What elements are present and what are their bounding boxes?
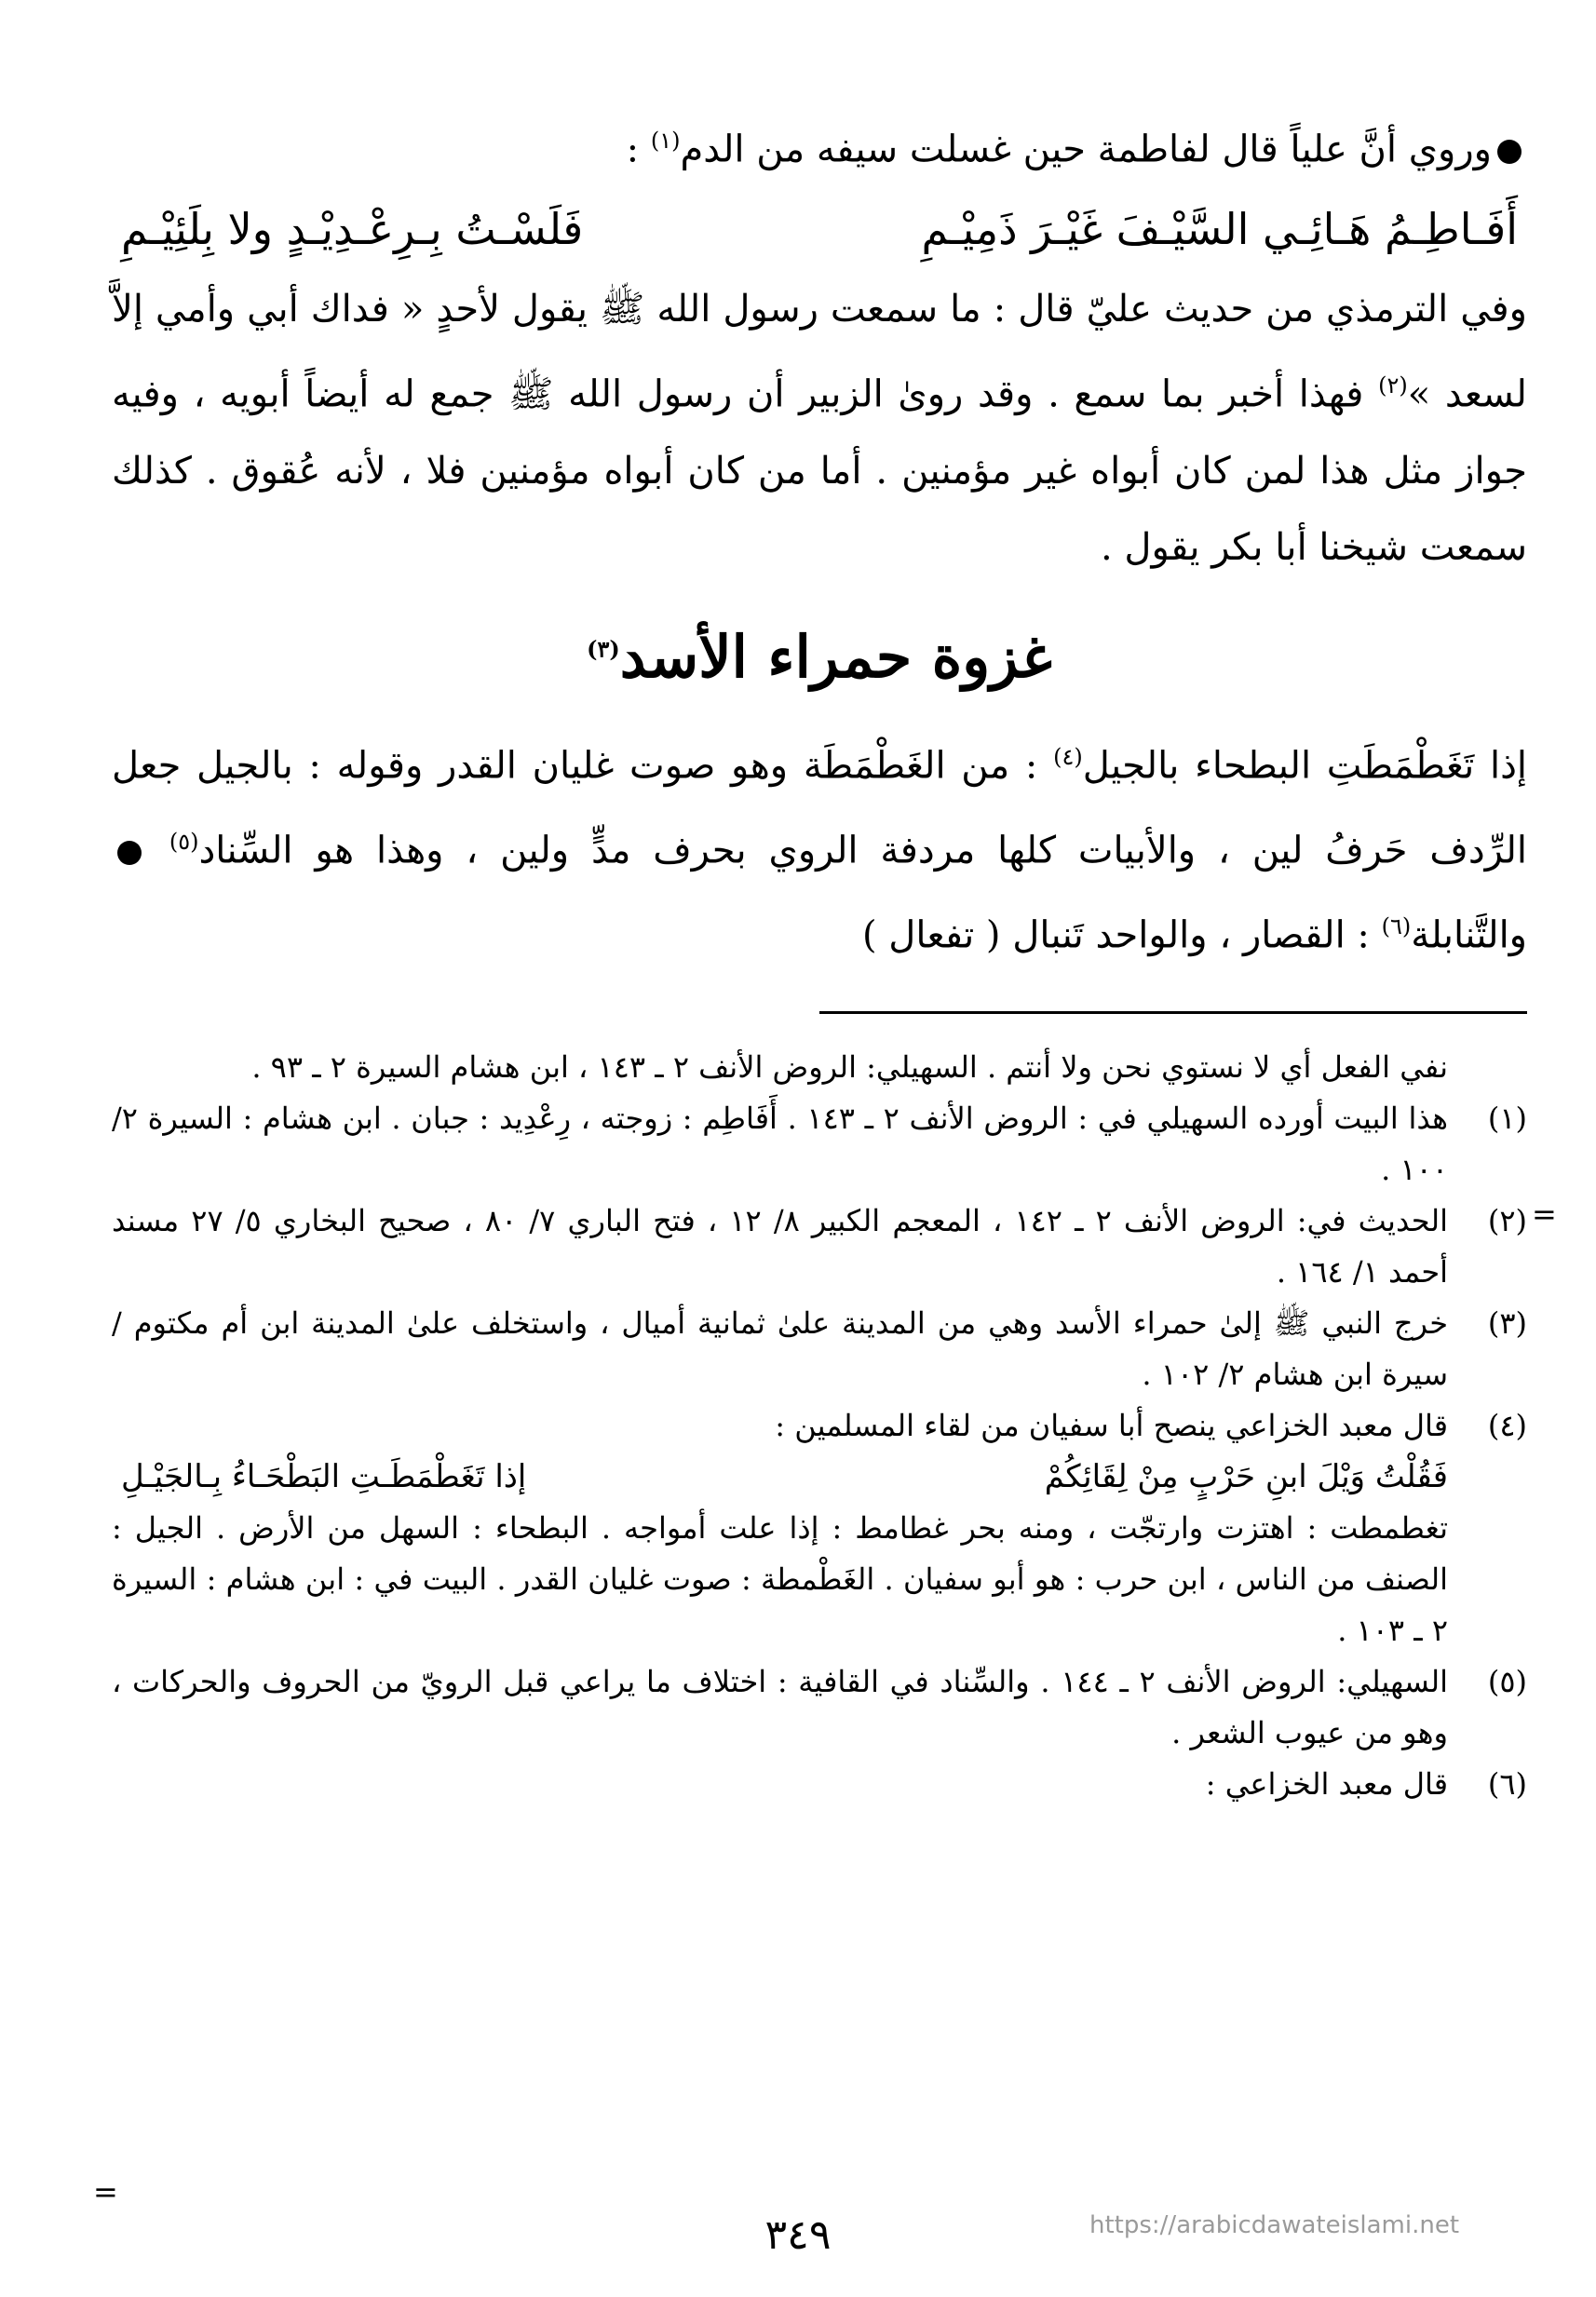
footnote-4 [112, 1400, 1527, 1656]
paragraph-text: فهذا أخبر بما سمع . وقد روىٰ الزبير أن رسول الله ﷺ جمع له أيضاً أبويه ، وفيه جواز مثل هذا لمن كان أبواه غير مؤمنين . أما من كان أبواه مؤمنين فلا ، لأنه عُقوق . كذلك سمعت شيخنا أبا بكر يقول . [112, 372, 1528, 569]
page-number: ٣٤٩ [764, 2211, 832, 2259]
section-heading [112, 623, 1527, 691]
continuation-marker-top: = [1532, 1196, 1557, 1232]
footnote-text: نفي الفعل أي لا نستوي نحن ولا أنتم . السهيلي: الروض الأنف ٢ ـ ١٤٣ ، ابن هشام السيرة ٢ ـ ٩٣ . [251, 1048, 1448, 1085]
footnote-3 [112, 1298, 1527, 1400]
footnote-number: (٣) [1487, 1304, 1527, 1341]
verse-hemistich-right: أَفَـاطِـمُ هَـائِـي السَّيْـفَ غَيْـرَ ذَمِيْـمِ [921, 204, 1518, 255]
paragraph-text: : من الغَطْمَطَة وهو صوت غليان القدر وقوله : بالجيل جعل الرِّدف حَرفُ لين ، والأبيات كلها مردفة الروي بحرف مدٍّ ولين ، وهذا هو السِّناد [112, 743, 1528, 872]
footnote-ref: (٣) [587, 635, 620, 662]
page-body [112, 102, 1527, 1810]
paragraph-text: إذا تَغَطْمَطَتِ البطحاء بالجيل [1082, 743, 1527, 787]
footnote-ref: (٦) [1381, 913, 1412, 940]
verse-hemistich-left: إذا تَغَطْمَطَـتِ البَطْحَـاءُ بِـالجَيْـلِ [121, 1457, 527, 1495]
footnote-number: (٢) [1487, 1202, 1527, 1238]
bullet-icon [1497, 140, 1522, 164]
footnote-2 [112, 1196, 1527, 1298]
verse-hemistich-left: فَلَسْـتُ بِـرِعْـدِيْـدٍ ولا بِلَئِيْـمِ [121, 204, 584, 255]
continuation-marker-bottom: = [93, 2174, 118, 2209]
footnote-divider [819, 1011, 1527, 1014]
verse-hemistich-right: فَقُلْتُ وَيْلَ ابنِ حَرْبٍ مِنْ لِقَائِكُمْ [1044, 1457, 1448, 1495]
footnote-6 [112, 1759, 1527, 1810]
footnote-number: (٤) [1487, 1407, 1527, 1443]
footnotes [112, 1042, 1527, 1810]
footnote-text: الحديث في: الروض الأنف ٢ ـ ١٤٢ ، المعجم الكبير ٨/ ١٢ ، فتح الباري ٧/ ٨٠ ، صحيح البخاري ٥/ ٢٧ مسند أحمد ١/ ١٦٤ . [112, 1202, 1449, 1290]
verse-line [112, 187, 1527, 271]
footnote-ref: (١) [650, 128, 681, 154]
paragraph-text: وفي الترمذي من حديث عليّ قال : ما سمعت رسول الله ﷺ يقول لأحدٍ « فداك أبي وأمي إلاَّ لسعد » [112, 288, 1527, 416]
paragraph-text: وروي أنَّ علياً قال لفاطمة حين غسلت سيفه من الدم [680, 128, 1492, 171]
footnote-ref: (٢) [1378, 372, 1408, 399]
footnote-text: هذا البيت أورده السهيلي في : الروض الأنف ٢ ـ ١٤٣ . أَفَاطِم : زوجته ، رِعْدِيد : جبان . ابن هشام : السيرة ٢/ ١٠٠ . [112, 1100, 1449, 1187]
footnote-verse [112, 1452, 1448, 1503]
footnote-ref: (٤) [1053, 743, 1083, 770]
bullet-icon [117, 841, 142, 865]
heading-text: غزوة حمراء الأسد [619, 622, 1052, 691]
footnote-number: (٥) [1487, 1663, 1527, 1699]
footnote-5 [112, 1656, 1527, 1759]
footnote-text: قال معبد الخزاعي : [1205, 1765, 1448, 1802]
footnote-text: السهيلي: الروض الأنف ٢ ـ ١٤٤ . والسِّناد في القافية : اختلاف ما يراعي قبل الرويّ من الحروف والحركات ، وهو من عيوب الشعر . [112, 1663, 1449, 1750]
footnote-body [112, 1400, 1448, 1656]
paragraph-text: : القصار ، والواحد تَنبال ( تفعال ) [861, 913, 1382, 957]
footnote-number: (١) [1487, 1100, 1527, 1136]
paragraph-1 [112, 102, 1527, 187]
footnote-text: قال معبد الخزاعي ينصح أبا سفيان من لقاء المسلمين : [775, 1407, 1448, 1443]
paragraph-2 [112, 271, 1527, 585]
footnote-1 [112, 1093, 1527, 1196]
footnote-ref: (٥) [169, 828, 199, 855]
paragraph-3 [112, 719, 1527, 974]
footnote-text: خرج النبي ﷺ إلىٰ حمراء الأسد وهي من المدينة علىٰ ثمانية أميال ، واستخلف علىٰ المدينة ابن أم مكتوم / سيرة ابن هشام ٢/ ١٠٢ . [112, 1304, 1448, 1392]
paragraph-text: والتَّنابلة [1411, 913, 1527, 957]
watermark: https://arabicdawateislami.net [1089, 2211, 1460, 2239]
footnote-continuation [112, 1042, 1527, 1093]
footnote-number: (٦) [1487, 1765, 1527, 1802]
paragraph-text: : [626, 128, 651, 171]
footnote-text: تغطمطت : اهتزت وارتجّت ، ومنه بحر غطامط : إذا علت أمواجه . البطحاء : السهل من الأرض . الجيل : الصنف من الناس ، ابن حرب : هو أبو سفيان . الغَطْمطة : صوت غليان القدر . البيت في : ابن هشام : السيرة ٢ ـ ١٠٣ . [112, 1509, 1449, 1648]
